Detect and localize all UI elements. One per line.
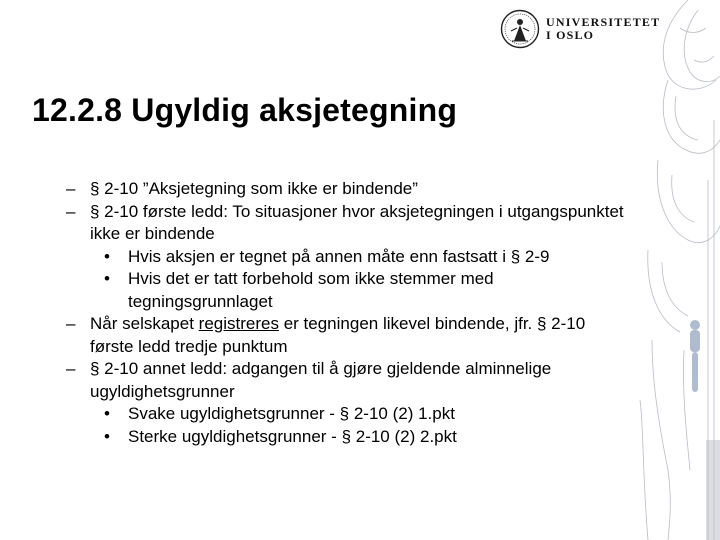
sub-bullet-item (66, 426, 626, 449)
sub-bullet-text: Hvis det er tatt forbehold som ikke stemmer med tegningsgrunnlaget (128, 269, 494, 311)
university-logo (500, 9, 660, 49)
bullet-text (90, 314, 585, 356)
dash-marker: – (66, 179, 76, 198)
bullet-text: § 2-10 første ledd: To situasjoner hvor aksjetegningen i utgangspunktet ikke er bindende (90, 201, 624, 243)
sub-bullet-text: Hvis aksjen er tegnet på annen måte enn fastsatt i § 2-9 (128, 246, 550, 266)
underlined-term: registreres (198, 314, 279, 333)
dash-marker: – (66, 314, 76, 333)
bullet-text-part: Når selskapet (90, 314, 199, 333)
decorative-sculpture-art (628, 0, 720, 540)
sub-bullet-item (66, 246, 626, 269)
dash-marker: – (66, 359, 76, 378)
university-seal-icon (500, 9, 540, 49)
bullet-text: § 2-10 annet ledd: adgangen til å gjøre gjeldende alminnelige ugyldighetsgrunner (90, 359, 552, 401)
bullet-item (66, 358, 626, 403)
bullet-text-part: er tegningen likevel bindende, jfr. § 2-10 første ledd tredje punktum (90, 314, 586, 356)
logo-name-line2: I OSLO (546, 28, 595, 42)
bullet-list (66, 178, 626, 448)
sub-bullet-item (66, 268, 626, 313)
sub-bullet-item (66, 403, 626, 426)
bullet-text: § 2-10 ”Aksjetegning som ikke er bindende” (90, 179, 418, 198)
bullet-item (66, 313, 626, 358)
dot-marker: • (104, 246, 110, 266)
bullet-item (66, 201, 626, 246)
bullet-item (66, 178, 626, 201)
dot-marker: • (104, 269, 110, 288)
dot-marker: • (104, 404, 110, 423)
sub-bullet-text: Sterke ugyldighetsgrunner - § 2-10 (2) 2.pkt (128, 426, 457, 446)
dot-marker: • (104, 426, 110, 446)
dash-marker: – (66, 201, 76, 221)
slide-title: 12.2.8 Ugyldig aksjetegning (32, 92, 458, 128)
logo-name-line1: UNIVERSITETET (546, 15, 661, 29)
sub-bullet-text: Svake ugyldighetsgrunner - § 2-10 (2) 1.pkt (128, 404, 455, 423)
